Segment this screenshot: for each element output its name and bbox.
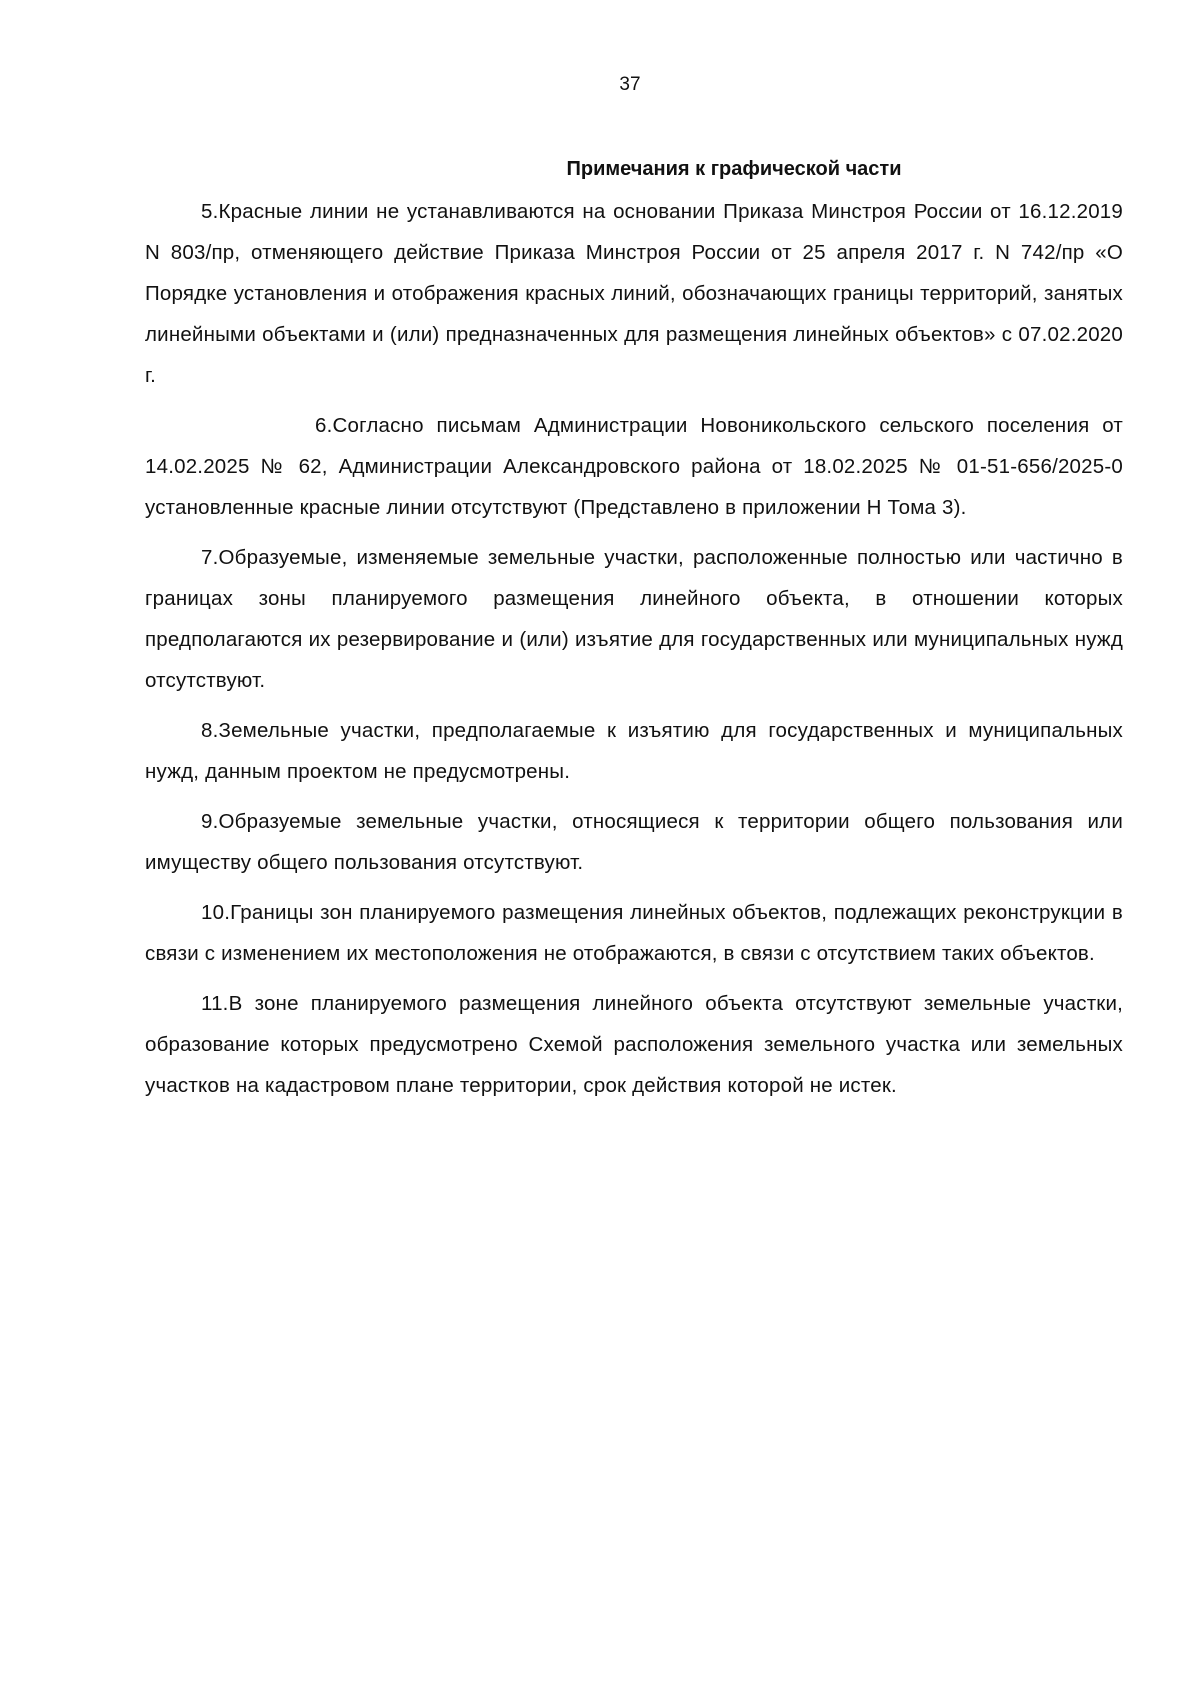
note-number: 9. [201,810,219,833]
note-text: В зоне планируемого размещения линейного объекта отсутствуют земельные участки, образование которых предусмотрено Схемой расположения земельного участка или земельных участков на кадастровом плане территории, срок действия которой не истек. [145,992,1123,1097]
note-number: 11. [201,992,229,1015]
note-text: Образуемые, изменяемые земельные участки, расположенные полностью или частично в границах зоны планируемого размещения линейного объекта, в отношении которых предполагаются их резервирование и (или) изъятие для государственных или муниципальных нужд отсутствуют. [145,546,1123,692]
note-text: Границы зон планируемого размещения линейных объектов, подлежащих реконструкции в связи с изменением их местоположения не отображаются, в связи с отсутствием таких объектов. [145,901,1123,965]
page-number: 37 [619,74,641,95]
note-item-10 [145,892,1123,974]
note-text: Красные линии не устанавливаются на основании Приказа Минстроя России от 16.12.2019 N 803/пр, отменяющего действие Приказа Минстроя России от 25 апреля 2017 г. N 742/пр «О Порядке установления и отображения красных линий, обозначающих границы территорий, занятых линейными объектами и (или) предназначенных для размещения линейных объектов» с 07.02.2020 г. [145,200,1123,387]
note-text: Согласно письмам Администрации Новоникольского сельского поселения от 14.02.2025 № 62, Администрации Александровского района от 18.02.2025 № 01-51-656/2025-0 установленные красные линии отсутствуют (Представлено в приложении Н Тома 3). [145,414,1123,519]
note-number: 7. [201,546,219,569]
document-body [145,155,1123,1115]
note-number: 5. [201,200,219,223]
note-number: 8. [201,719,219,742]
note-item-7 [145,537,1123,701]
note-number: 10. [201,901,231,924]
note-item-11 [145,983,1123,1106]
note-number: 6. [315,414,333,437]
section-heading: Примечания к графической части [566,158,902,180]
note-text: Земельные участки, предполагаемые к изъятию для государственных и муниципальных нужд, данным проектом не предусмотрены. [145,719,1123,783]
note-item-8 [145,710,1123,792]
note-item-5 [145,191,1123,396]
note-item-6 [145,405,1123,528]
note-item-9 [145,801,1123,883]
note-text: Образуемые земельные участки, относящиеся к территории общего пользования или имуществу общего пользования отсутствуют. [145,810,1123,874]
